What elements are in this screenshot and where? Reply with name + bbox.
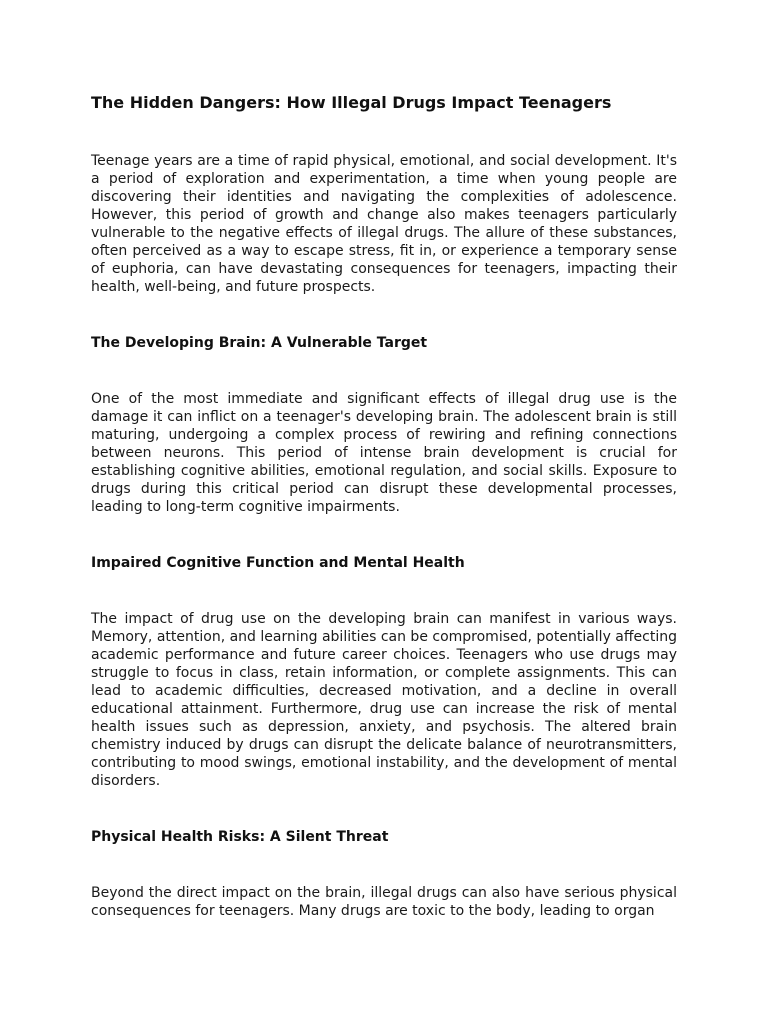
section-heading-developing-brain: The Developing Brain: A Vulnerable Target: [91, 335, 428, 351]
section-heading-cognitive-function: Impaired Cognitive Function and Mental Health: [91, 555, 465, 571]
section-body-physical-health: Beyond the direct impact on the brain, illegal drugs can also have serious physical consequences for teenagers. Many drugs are toxic to the body, leading to organ: [91, 885, 677, 919]
section-heading-physical-health: Physical Health Risks: A Silent Threat: [91, 829, 389, 845]
intro-paragraph: Teenage years are a time of rapid physical, emotional, and social development. It's a period of exploration and experimentation, a time when young people are discovering their identities and navigating the complexities of adolescence. However, this period of growth and change also makes teenagers particularly vulnerable to the negative effects of illegal drugs. The allure of these substances, often perceived as a way to escape stress, fit in, or experience a temporary sense of euphoria, can have devastating consequences for teenagers, impacting their health, well-being, and future prospects.: [91, 153, 677, 295]
section-body-developing-brain: One of the most immediate and significant effects of illegal drug use is the damage it can inflict on a teenager's developing brain. The adolescent brain is still maturing, undergoing a complex process of rewiring and refining connections between neurons. This period of intense brain development is crucial for establishing cognitive abilities, emotional regulation, and social skills. Exposure to drugs during this critical period can disrupt these developmental processes, leading to long-term cognitive impairments.: [91, 391, 677, 515]
document-title: The Hidden Dangers: How Illegal Drugs Impact Teenagers: [91, 93, 612, 112]
section-body-cognitive-function: The impact of drug use on the developing brain can manifest in various ways. Memory, attention, and learning abilities can be compromised, potentially affecting academic performance and future career choices. Teenagers who use drugs may struggle to focus in class, retain information, or complete assignments. This can lead to academic difficulties, decreased motivation, and a decline in overall educational attainment. Furthermore, drug use can increase the risk of mental health issues such as depression, anxiety, and psychosis. The altered brain chemistry induced by drugs can disrupt the delicate balance of neurotransmitters, contributing to mood swings, emotional instability, and the development of mental disorders.: [91, 611, 677, 789]
